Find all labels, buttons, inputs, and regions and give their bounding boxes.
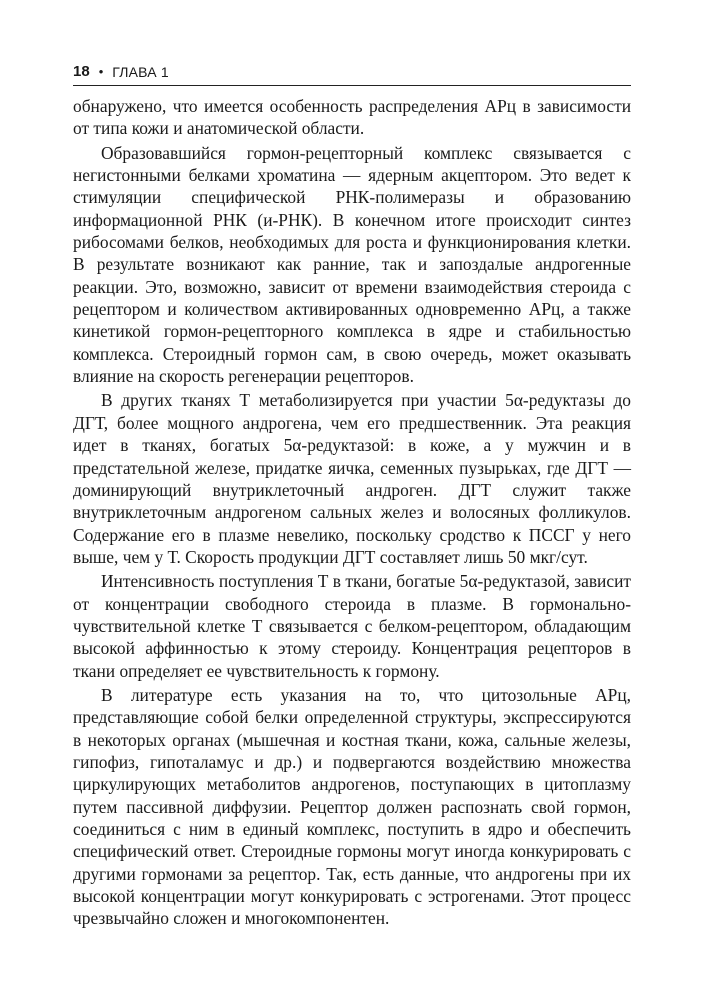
header-bullet: • bbox=[98, 64, 104, 79]
body-text bbox=[73, 95, 631, 930]
running-header bbox=[73, 63, 631, 86]
paragraph: Образовавшийся гормон-рецепторный комплекс связывается с негистонными белками хроматина — ядерным акцептором. Это ведет к стимуляции специфической РНК-полимеразы и образованию информационной РНК (и-РНК). В конечном итоге происходит синтез рибосомами белков, необходимых для роста и функционирования клетки. В результате возникают как ранние, так и запоздалые андрогенные реакции. Это, возможно, зависит от времени взаимодействия стероида с рецептором и количеством активированных одновременно АРц, а также кинетикой гормон-рецепторного комплекса в ядре и стабильностью комплекса. Стероидный гормон сам, в свою очередь, может оказывать влияние на скорость регенерации рецепторов. bbox=[73, 142, 631, 387]
paragraph: обнаружено, что имеется особенность распределения АРц в зависимости от типа кожи и анатомической области. bbox=[73, 96, 631, 139]
paragraph: В литературе есть указания на то, что цитозольные АРц, представляющие собой белки определенной структуры, экспрессируются в некоторых органах (мышечная и костная ткани, кожа, сальные железы, гипофиз, гипоталамус и др.) и подвергаются воздействию множества циркулирующих метаболитов андрогенов, поступающих в цитоплазму путем пассивной диффузии. Рецептор должен распознать свой гормон, соединиться с ним в единый комплекс, поступить в ядро и обеспечить специфический ответ. Стероидные гормоны могут иногда конкурировать с другими гормонами за рецептор. Так, есть данные, что андрогены при их высокой концентрации могут конкурировать с эстрогенами. Этот процесс чрезвычайно сложен и многокомпонентен. bbox=[73, 684, 631, 929]
paragraph: Интенсивность поступления Т в ткани, богатые 5α-редуктазой, зависит от концентрации свободного стероида в плазме. В гормонально-чувствительной клетке Т связывается с белком-рецептором, обладающим высокой аффинностью к этому стероиду. Концентрация рецепторов в ткани определяет ее чувствительность к гормону. bbox=[73, 571, 631, 681]
paragraph: В других тканях Т метаболизируется при участии 5α-редуктазы до ДГТ, более мощного андрогена, чем его предшественник. Эта реакция идет в тканях, богатых 5α-редуктазой: в коже, а у мужчин и в предстательной железе, придатке яичка, семенных пузырьках, где ДГТ — доминирующий внутриклеточный андроген. ДГТ служит также внутриклеточным андрогеном сальных желез и волосяных фолликулов. Содержание его в плазме невелико, поскольку сродство к ПССГ у него выше, чем у Т. Скорость продукции ДГТ составляет лишь 50 мкг/сут. bbox=[73, 390, 631, 567]
page-number: 18 bbox=[73, 63, 90, 80]
chapter-title: ГЛАВА 1 bbox=[112, 64, 169, 80]
